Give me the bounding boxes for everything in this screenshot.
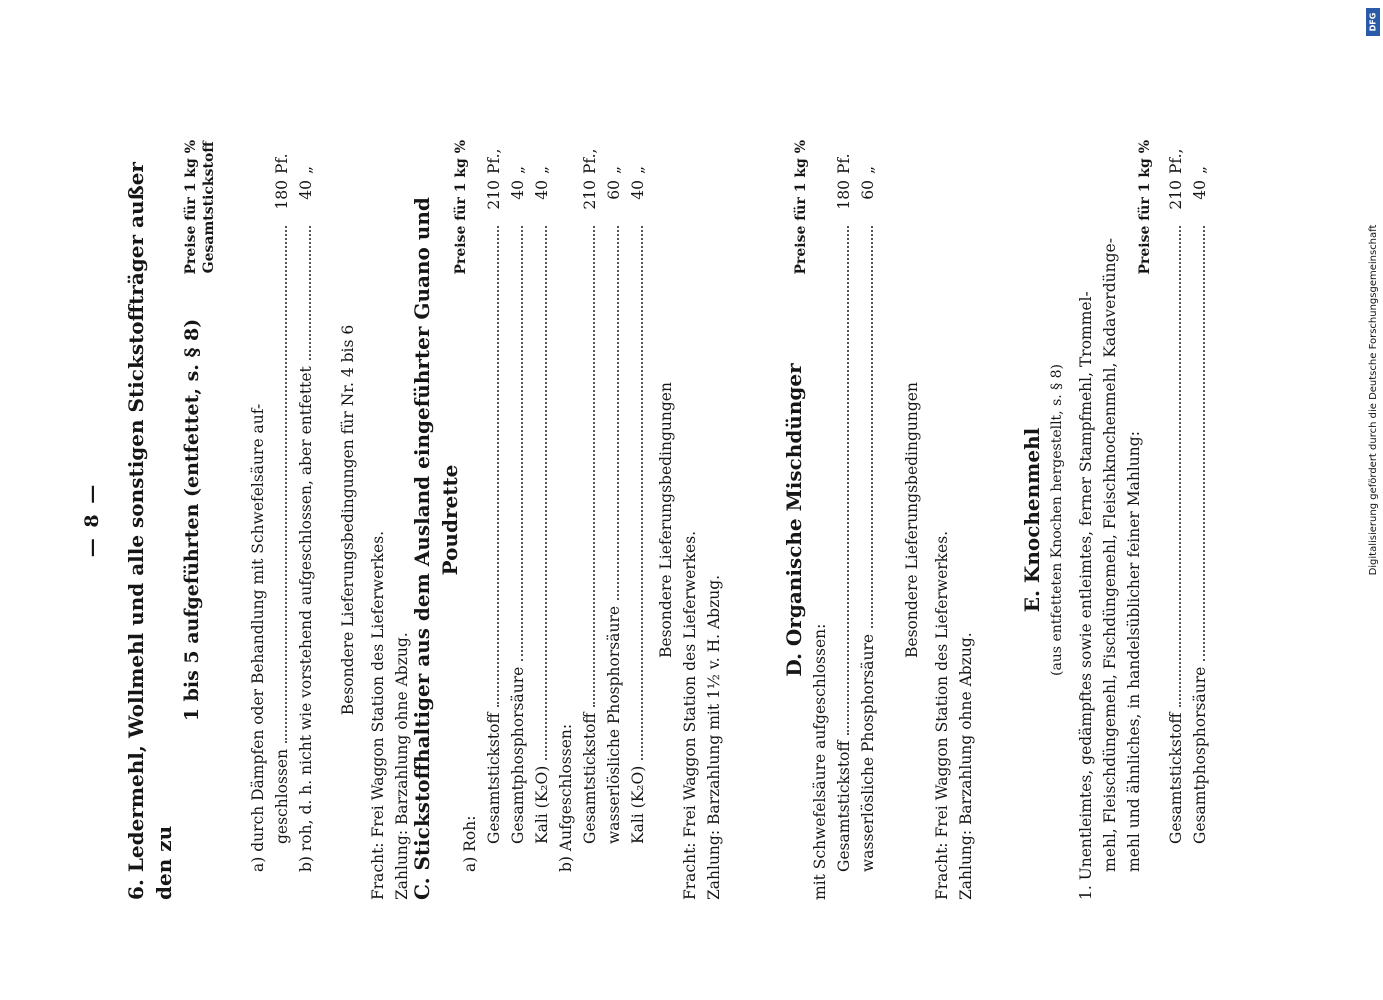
section-6-payment: Zahlung: Barzahlung ohne Abzug. xyxy=(393,632,411,900)
section-6-item-b-row xyxy=(294,140,318,900)
price-row-value: 40 xyxy=(533,180,551,200)
price-row-unit: „ xyxy=(1191,165,1209,174)
item-a-value: 180 xyxy=(273,180,291,210)
section-c-conditions-title: Besondere Lieferungsbedingungen xyxy=(657,382,675,658)
section-d-payment: Zahlung: Barzahlung ohne Abzug. xyxy=(957,632,975,900)
leader-dots xyxy=(593,226,595,707)
price-row xyxy=(1164,140,1188,900)
section-d-intro: mit Schwefelsäure aufgeschlossen: xyxy=(811,623,829,900)
section-c xyxy=(408,140,726,900)
section-c-b-label: b) Aufgeschlossen: xyxy=(557,723,575,872)
section-c-price-head: Preise für 1 kg % xyxy=(453,140,469,275)
price-row-unit: „ xyxy=(629,165,647,174)
leader-dots xyxy=(847,226,849,735)
dfg-logo xyxy=(1366,8,1380,36)
price-row xyxy=(530,140,554,900)
section-d-list xyxy=(832,140,880,900)
section-c-freight: Fracht: Frei Waggon Station des Lieferwerkes. xyxy=(681,530,699,900)
price-row-value: 40 xyxy=(509,180,527,200)
price-row-unit: Pf., xyxy=(581,148,599,174)
price-head-line2: Gesamtstickstoff xyxy=(201,141,217,274)
price-row-label: Gesamtphosphorsäure xyxy=(509,666,527,844)
section-6-title-line1: 6. Ledermehl, Wollmehl und alle sonstigen Stickstoffträger außer den zu xyxy=(124,162,176,900)
price-row xyxy=(1188,140,1212,900)
price-row-unit: Pf. xyxy=(835,153,853,174)
leader-dots xyxy=(497,226,499,707)
price-row xyxy=(506,140,530,900)
price-row-label: Gesamtstickstoff xyxy=(1167,712,1185,844)
section-c-b-list xyxy=(578,140,650,900)
section-e xyxy=(1018,140,1212,900)
price-row-label: Kali (K₂O) xyxy=(533,765,551,844)
section-e-subtitle: (aus entfetteten Knochen hergestellt, s. § 8) xyxy=(1049,364,1065,677)
leader-dots xyxy=(871,226,873,628)
leader-dots xyxy=(545,226,547,760)
leader-dots xyxy=(521,226,523,661)
item-b-label: b) roh, d. h. nicht wie vorstehend aufgeschlossen, aber entfettet xyxy=(297,366,315,872)
section-d-freight: Fracht: Frei Waggon Station des Lieferwerkes. xyxy=(933,530,951,900)
dfg-logo-text: DFG xyxy=(1368,12,1378,32)
digitization-credit: Digitalisierung gefördert durch die Deutsche Forschungsgemeinschaft xyxy=(1368,224,1379,576)
section-d-title: D. Organische Mischdünger xyxy=(782,363,806,677)
section-6-freight: Fracht: Frei Waggon Station des Lieferwerkes. xyxy=(369,530,387,900)
price-row-label: wasserlösliche Phosphorsäure xyxy=(605,605,623,844)
section-c-title-line1: C. Stickstoffhaltiger aus dem Ausland eingeführter Guano und xyxy=(410,197,434,900)
price-row xyxy=(482,140,506,900)
section-6-conditions-title: Besondere Lieferungsbedingungen für Nr. 4 bis 6 xyxy=(339,324,357,716)
section-c-payment: Zahlung: Barzahlung mit 1½ v. H. Abzug. xyxy=(705,574,723,900)
price-row-label: Gesamtphosphorsäure xyxy=(1191,666,1209,844)
section-6-item-a-row xyxy=(270,140,294,900)
price-row-value: 210 xyxy=(1167,180,1185,210)
section-e-item1-line1: 1. Unentleimtes, gedämpftes sowie entleimtes, ferner Stampfmehl, Trommel- xyxy=(1077,291,1095,900)
section-e-item1-line3: mehl und ähnliches, in handelsüblicher feiner Mahlung: xyxy=(1125,431,1143,872)
item-a-unit: Pf. xyxy=(273,153,291,174)
item-b-value: 40 xyxy=(297,180,315,200)
price-row-label: Kali (K₂O) xyxy=(629,765,647,844)
section-c-title-line2: Poudrette xyxy=(438,464,462,576)
price-row-label: wasserlösliche Phosphorsäure xyxy=(859,633,877,872)
price-row-value: 60 xyxy=(605,180,623,200)
price-row-unit: „ xyxy=(859,165,877,174)
item-a-label: geschlossen xyxy=(273,748,291,844)
leader-dots xyxy=(1179,226,1181,707)
section-c-a-list xyxy=(482,140,554,900)
section-6 xyxy=(122,140,414,900)
price-row-unit: „ xyxy=(533,165,551,174)
page-number: — 8 — xyxy=(81,482,103,558)
leader-dots xyxy=(1203,226,1205,661)
section-d xyxy=(780,140,978,900)
price-row xyxy=(856,140,880,900)
section-e-price-head: Preise für 1 kg % xyxy=(1137,140,1153,275)
section-6-title-line2: 1 bis 5 aufgeführten (entfettet, s. § 8) xyxy=(181,318,203,722)
price-row-value: 40 xyxy=(1191,180,1209,200)
price-head-line1: Preise für 1 kg % xyxy=(183,140,199,275)
price-row-label: Gesamtstickstoff xyxy=(485,712,503,844)
section-6-item-a-line1: a) durch Dämpfen oder Behandlung mit Schwefelsäure auf- xyxy=(249,403,267,872)
price-row-unit: „ xyxy=(605,165,623,174)
price-row-value: 180 xyxy=(835,180,853,210)
price-row-unit: Pf., xyxy=(1167,148,1185,174)
price-row xyxy=(626,140,650,900)
section-6-price-head xyxy=(182,140,218,275)
price-row-value: 40 xyxy=(629,180,647,200)
leader-dots xyxy=(617,226,619,600)
price-row-label: Gesamtstickstoff xyxy=(581,712,599,844)
item-b-unit: „ xyxy=(297,165,315,174)
price-row-unit: Pf., xyxy=(485,148,503,174)
price-row-label: Gesamtstickstoff xyxy=(835,740,853,872)
price-row-value: 210 xyxy=(485,180,503,210)
leader-dots xyxy=(309,226,311,360)
section-e-list xyxy=(1164,140,1212,900)
section-c-a-label: a) Roh: xyxy=(461,815,479,872)
leader-dots xyxy=(641,226,643,760)
section-d-price-head: Preise für 1 kg % xyxy=(793,140,809,275)
leader-dots xyxy=(285,226,287,743)
section-e-title: E. Knochenmehl xyxy=(1020,427,1044,613)
price-row xyxy=(578,140,602,900)
price-row xyxy=(602,140,626,900)
price-row-unit: „ xyxy=(509,165,527,174)
section-e-item1-line2: mehl, Fleischdüngemehl, Fischdüngemehl, Fleischknochenmehl, Kadaverdünge- xyxy=(1101,238,1119,872)
price-row xyxy=(832,140,856,900)
price-row-value: 210 xyxy=(581,180,599,210)
rotated-page-content xyxy=(80,140,1210,900)
section-d-conditions-title: Besondere Lieferungsbedingungen xyxy=(903,382,921,658)
price-row-value: 60 xyxy=(859,180,877,200)
